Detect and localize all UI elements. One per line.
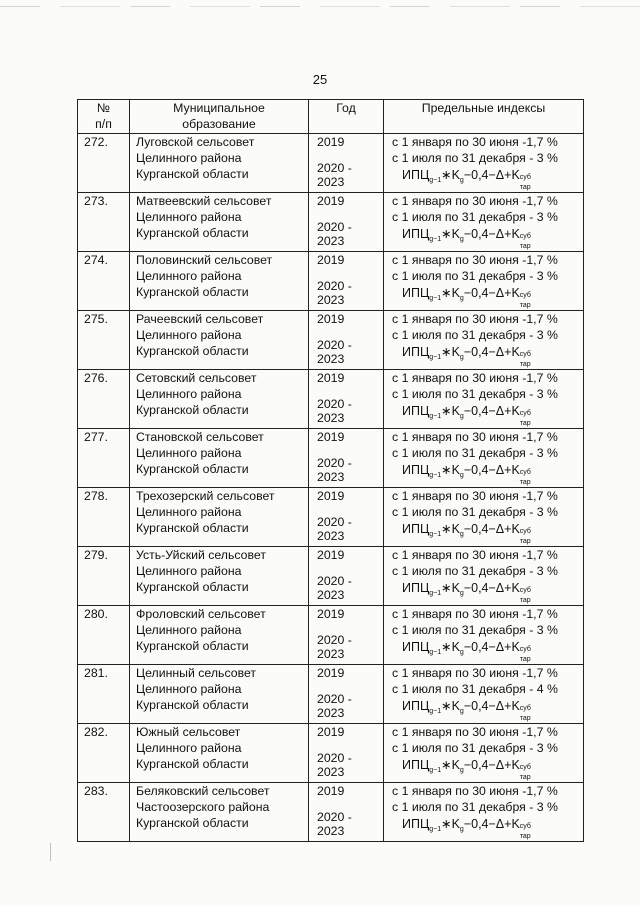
municipality-name: Сетовский сельсовет [136,371,257,385]
formula-middle: −0,4−Δ+K [463,817,520,831]
municipality-cell [130,193,309,252]
formula-k-sup: суб [519,705,531,712]
table-row [78,370,584,429]
table-row [78,665,584,724]
municipality-cell [130,311,309,370]
year-cell [309,134,384,193]
formula-k-sub2: тар [519,715,531,722]
formula-ipc: ИПЦ [402,817,430,831]
formula-k-sub2: тар [519,833,531,840]
indices-cell [384,547,584,606]
year-first: 2019 [317,666,345,680]
municipality-region: Курганской области [136,521,249,535]
formula-ipc: ИПЦ [402,404,430,418]
index-first-half: с 1 января по 30 июня -1,7 % [392,430,558,444]
municipality-name: Рачеевский сельсовет [136,312,264,326]
row-number: 272. [78,134,130,193]
indices-cell [384,134,584,193]
formula-k-sup: суб [519,469,531,476]
municipality-cell [130,370,309,429]
formula-middle: −0,4−Δ+K [463,404,520,418]
municipality-district: Целинного района [136,151,242,165]
indices-cell [384,311,584,370]
scan-artifact-line [0,6,640,7]
year-first: 2019 [317,430,345,444]
formula-mult: ∗K [441,345,460,359]
municipality-district: Целинного района [136,387,242,401]
year-cell [309,429,384,488]
formula-mult: ∗K [441,758,460,772]
year-range: 2020 - 2023 [317,279,352,307]
table-row [78,606,584,665]
formula-ipc: ИПЦ [402,581,430,595]
municipality-cell [130,783,309,842]
formula-k-sub2: тар [519,656,531,663]
formula-ipc-sub: g−1 [429,826,442,833]
index-formula [392,638,583,662]
formula-k-sub: g [459,767,464,774]
table-row [78,783,584,842]
formula-ipc-sub: g−1 [429,590,442,597]
formula-ipc-sub: g−1 [429,236,442,243]
municipality-district: Целинного района [136,741,242,755]
year-first: 2019 [317,253,345,267]
index-first-half: с 1 января по 30 июня -1,7 % [392,312,558,326]
municipality-region: Курганской области [136,226,249,240]
municipality-district: Целинного района [136,682,242,696]
index-second-half: с 1 июля по 31 декабря - 3 % [392,151,558,165]
year-first: 2019 [317,312,345,326]
index-second-half: с 1 июля по 31 декабря - 3 % [392,505,558,519]
header-year: Год [309,100,384,134]
table-row [78,488,584,547]
municipality-name: Матвеевский сельсовет [136,194,272,208]
formula-ipc: ИПЦ [402,640,430,654]
formula-mult: ∗K [441,522,460,536]
header-num: № п/п [78,100,130,134]
formula-mult: ∗K [441,463,460,477]
index-first-half: с 1 января по 30 июня -1,7 % [392,725,558,739]
formula-k-sub2: тар [519,538,531,545]
formula-k-sub: g [459,177,464,184]
row-number: 277. [78,429,130,488]
formula-k-sub2: тар [519,479,531,486]
formula-k-sup: суб [519,764,531,771]
index-formula [392,166,583,190]
year-range: 2020 - 2023 [317,751,352,779]
municipality-cell [130,134,309,193]
municipality-name: Беляковский сельсовет [136,784,270,798]
formula-mult: ∗K [441,581,460,595]
municipality-cell [130,488,309,547]
municipality-name: Фроловский сельсовет [136,607,266,621]
table-row [78,311,584,370]
year-first: 2019 [317,784,345,798]
year-range: 2020 - 2023 [317,633,352,661]
formula-ipc-sub: g−1 [429,708,442,715]
formula-mult: ∗K [441,817,460,831]
index-second-half: с 1 июля по 31 декабря - 4 % [392,682,558,696]
index-first-half: с 1 января по 30 июня -1,7 % [392,489,558,503]
formula-k-sub: g [459,708,464,715]
formula-ipc: ИПЦ [402,227,430,241]
table-row [78,252,584,311]
formula-k-sub: g [459,295,464,302]
index-formula [392,756,583,780]
municipality-cell [130,606,309,665]
formula-middle: −0,4−Δ+K [463,227,520,241]
municipality-name: Луговской сельсовет [136,135,255,149]
formula-k-sub2: тар [519,184,531,191]
formula-ipc-sub: g−1 [429,649,442,656]
index-second-half: с 1 июля по 31 декабря - 3 % [392,800,558,814]
municipality-cell [130,724,309,783]
indices-cell [384,193,584,252]
page-number: 25 [312,72,328,87]
row-number: 280. [78,606,130,665]
municipality-region: Курганской области [136,816,249,830]
year-cell [309,547,384,606]
row-number: 273. [78,193,130,252]
year-cell [309,783,384,842]
year-range: 2020 - 2023 [317,515,352,543]
year-cell [309,252,384,311]
index-first-half: с 1 января по 30 июня -1,7 % [392,607,558,621]
formula-middle: −0,4−Δ+K [463,640,520,654]
formula-mult: ∗K [441,699,460,713]
formula-k-sub2: тар [519,361,531,368]
index-formula [392,225,583,249]
row-number: 279. [78,547,130,606]
index-formula [392,343,583,367]
year-range: 2020 - 2023 [317,161,352,189]
formula-mult: ∗K [441,640,460,654]
municipality-region: Курганской области [136,462,249,476]
index-formula [392,815,583,839]
municipality-region: Курганской области [136,639,249,653]
formula-ipc: ИПЦ [402,168,430,182]
indices-cell [384,606,584,665]
year-cell [309,606,384,665]
index-formula [392,520,583,544]
formula-k-sub: g [459,413,464,420]
table-row [78,547,584,606]
formula-mult: ∗K [441,404,460,418]
municipality-region: Курганской области [136,580,249,594]
formula-k-sub: g [459,649,464,656]
formula-k-sub: g [459,590,464,597]
row-number: 275. [78,311,130,370]
year-range: 2020 - 2023 [317,338,352,366]
municipality-district: Частоозерского района [136,800,270,814]
year-cell [309,193,384,252]
formula-middle: −0,4−Δ+K [463,286,520,300]
formula-k-sub2: тар [519,420,531,427]
year-cell [309,488,384,547]
header-municipality: Муниципальное образование [130,100,309,134]
municipality-district: Целинного района [136,328,242,342]
formula-k-sup: суб [519,646,531,653]
row-number: 278. [78,488,130,547]
municipality-cell [130,252,309,311]
row-number: 276. [78,370,130,429]
municipality-district: Целинного района [136,446,242,460]
formula-middle: −0,4−Δ+K [463,463,520,477]
municipality-district: Целинного района [136,505,242,519]
year-first: 2019 [317,548,345,562]
municipality-district: Целинного района [136,269,242,283]
formula-middle: −0,4−Δ+K [463,758,520,772]
year-cell [309,311,384,370]
municipality-cell [130,665,309,724]
year-first: 2019 [317,489,345,503]
row-number: 283. [78,783,130,842]
municipality-region: Курганской области [136,344,249,358]
formula-middle: −0,4−Δ+K [463,345,520,359]
index-second-half: с 1 июля по 31 декабря - 3 % [392,741,558,755]
year-first: 2019 [317,607,345,621]
formula-k-sup: суб [519,351,531,358]
municipality-district: Целинного района [136,564,242,578]
index-first-half: с 1 января по 30 июня -1,7 % [392,194,558,208]
indices-cell [384,429,584,488]
formula-ipc: ИПЦ [402,758,430,772]
formula-k-sub2: тар [519,774,531,781]
formula-k-sub2: тар [519,243,531,250]
formula-k-sup: суб [519,233,531,240]
year-first: 2019 [317,194,345,208]
formula-ipc-sub: g−1 [429,767,442,774]
formula-k-sub: g [459,531,464,538]
year-first: 2019 [317,371,345,385]
year-cell [309,665,384,724]
index-formula [392,697,583,721]
formula-ipc-sub: g−1 [429,295,442,302]
index-first-half: с 1 января по 30 июня -1,7 % [392,784,558,798]
municipality-name: Трехозерский сельсовет [136,489,275,503]
formula-mult: ∗K [441,286,460,300]
municipality-region: Курганской области [136,403,249,417]
formula-mult: ∗K [441,227,460,241]
formula-middle: −0,4−Δ+K [463,168,520,182]
index-second-half: с 1 июля по 31 декабря - 3 % [392,328,558,342]
year-first: 2019 [317,135,345,149]
year-range: 2020 - 2023 [317,810,352,838]
table-row [78,193,584,252]
index-first-half: с 1 января по 30 июня -1,7 % [392,371,558,385]
municipality-name: Половинский сельсовет [136,253,273,267]
index-formula [392,402,583,426]
index-formula [392,579,583,603]
index-first-half: с 1 января по 30 июня -1,7 % [392,253,558,267]
year-range: 2020 - 2023 [317,456,352,484]
indices-cell [384,783,584,842]
index-formula [392,461,583,485]
formula-ipc: ИПЦ [402,463,430,477]
formula-k-sub: g [459,236,464,243]
formula-k-sup: суб [519,823,531,830]
table-header-row [78,100,584,134]
municipality-cell [130,429,309,488]
index-first-half: с 1 января по 30 июня -1,7 % [392,135,558,149]
formula-ipc: ИПЦ [402,522,430,536]
municipality-cell [130,547,309,606]
tariff-index-table [77,99,584,842]
formula-k-sub: g [459,354,464,361]
formula-ipc-sub: g−1 [429,177,442,184]
municipality-name: Южный сельсовет [136,725,241,739]
index-second-half: с 1 июля по 31 декабря - 3 % [392,446,558,460]
row-number: 274. [78,252,130,311]
row-number: 281. [78,665,130,724]
index-second-half: с 1 июля по 31 декабря - 3 % [392,564,558,578]
index-second-half: с 1 июля по 31 декабря - 3 % [392,387,558,401]
formula-k-sub: g [459,472,464,479]
index-first-half: с 1 января по 30 июня -1,7 % [392,548,558,562]
formula-k-sup: суб [519,410,531,417]
municipality-region: Курганской области [136,698,249,712]
municipality-name: Целинный сельсовет [136,666,257,680]
index-formula [392,284,583,308]
year-range: 2020 - 2023 [317,397,352,425]
formula-middle: −0,4−Δ+K [463,699,520,713]
year-range: 2020 - 2023 [317,220,352,248]
indices-cell [384,252,584,311]
municipality-region: Курганской области [136,167,249,181]
header-indices: Предельные индексы [384,100,584,134]
table-row [78,134,584,193]
year-range: 2020 - 2023 [317,692,352,720]
municipality-district: Целинного района [136,210,242,224]
formula-ipc-sub: g−1 [429,413,442,420]
formula-ipc-sub: g−1 [429,354,442,361]
indices-cell [384,370,584,429]
year-first: 2019 [317,725,345,739]
formula-middle: −0,4−Δ+K [463,581,520,595]
municipality-region: Курганской области [136,757,249,771]
formula-ipc: ИПЦ [402,286,430,300]
formula-k-sub2: тар [519,597,531,604]
index-second-half: с 1 июля по 31 декабря - 3 % [392,269,558,283]
formula-k-sub2: тар [519,302,531,309]
year-cell [309,370,384,429]
formula-ipc-sub: g−1 [429,472,442,479]
formula-k-sup: суб [519,528,531,535]
formula-k-sup: суб [519,174,531,181]
formula-k-sup: суб [519,587,531,594]
municipality-region: Курганской области [136,285,249,299]
formula-ipc-sub: g−1 [429,531,442,538]
municipality-name: Усть-Уйский сельсовет [136,548,266,562]
municipality-district: Целинного района [136,623,242,637]
formula-mult: ∗K [441,168,460,182]
formula-k-sup: суб [519,292,531,299]
table-row [78,429,584,488]
row-number: 282. [78,724,130,783]
index-second-half: с 1 июля по 31 декабря - 3 % [392,210,558,224]
index-second-half: с 1 июля по 31 декабря - 3 % [392,623,558,637]
year-range: 2020 - 2023 [317,574,352,602]
year-cell [309,724,384,783]
table-row [78,724,584,783]
formula-middle: −0,4−Δ+K [463,522,520,536]
indices-cell [384,724,584,783]
indices-cell [384,488,584,547]
municipality-name: Становской сельсовет [136,430,264,444]
formula-ipc: ИПЦ [402,345,430,359]
formula-k-sub: g [459,826,464,833]
formula-ipc: ИПЦ [402,699,430,713]
index-first-half: с 1 января по 30 июня -1,7 % [392,666,558,680]
indices-cell [384,665,584,724]
margin-mark [50,843,51,861]
